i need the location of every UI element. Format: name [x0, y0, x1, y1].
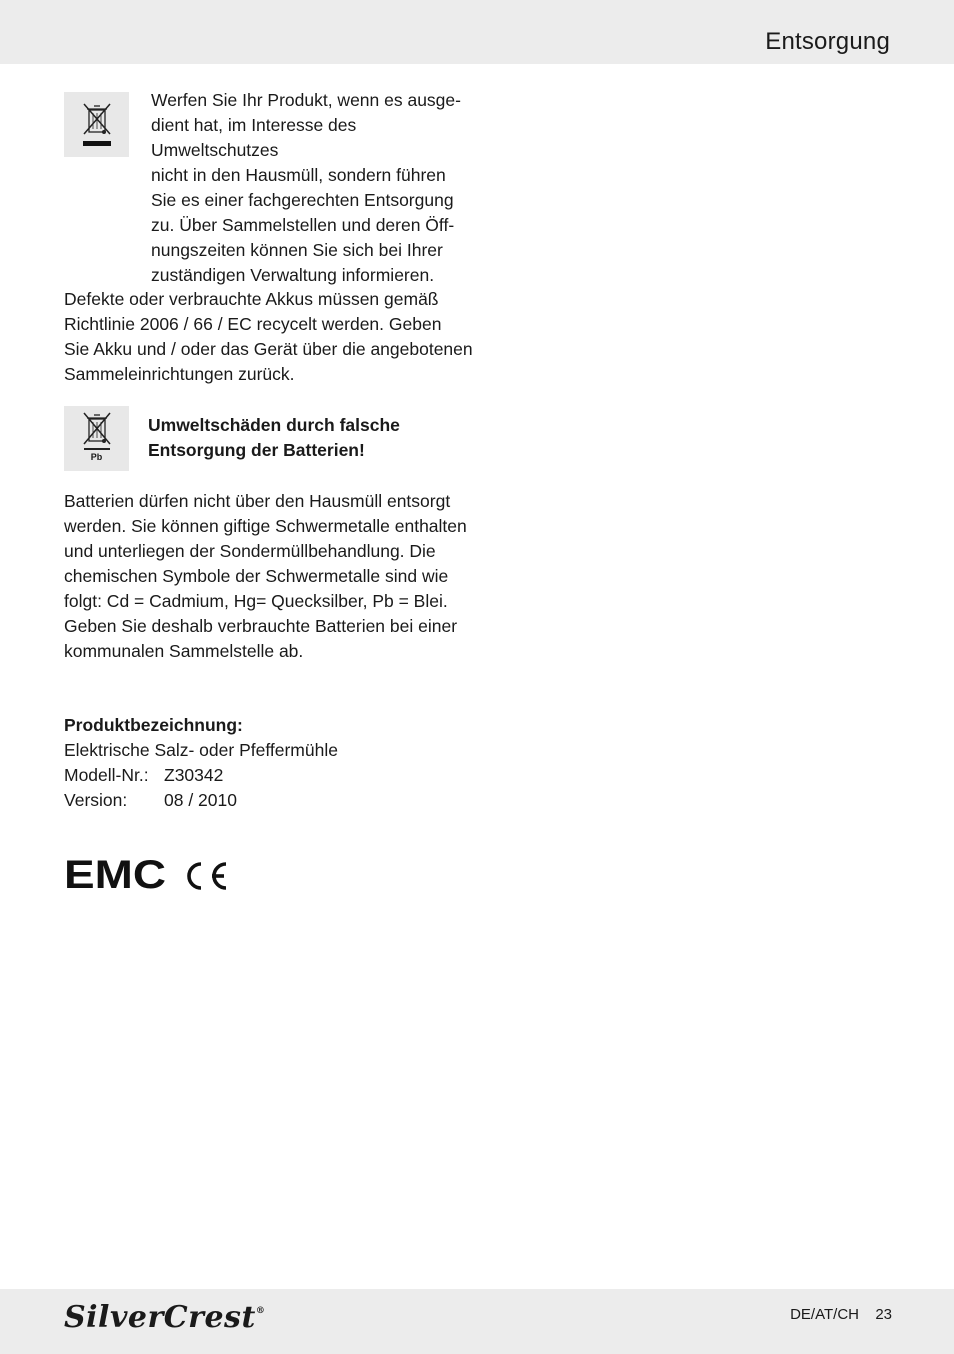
header-bar — [0, 0, 954, 64]
battery-disposal-icon — [64, 406, 129, 471]
page-number: 23 — [875, 1306, 892, 1323]
text-line: zuständigen Verwaltung informieren. — [151, 265, 435, 285]
page-title: Entsorgung — [765, 28, 890, 55]
model-label: Modell-Nr.: — [64, 765, 149, 785]
emc-mark: EMC — [64, 853, 166, 896]
text-line: Sie es einer fachgerechten Entsorgung — [151, 190, 454, 210]
text-line: chemischen Symbole der Schwermetalle sind wie — [64, 566, 449, 586]
brand-logo — [64, 1300, 265, 1335]
text-line: folgt: Cd = Cadmium, Hg= Quecksilber, Pb = Blei. — [64, 591, 448, 611]
warning-line: Umweltschäden durch falsche — [148, 415, 400, 435]
model-value: Z30342 — [164, 765, 224, 785]
text-line: Werfen Sie Ihr Produkt, wenn es ausge- — [151, 90, 461, 110]
text-line: Defekte oder verbrauchte Akkus müssen gemäß — [64, 289, 439, 309]
registered-mark: ® — [255, 1306, 266, 1316]
product-heading: Produktbezeichnung: — [64, 715, 243, 735]
battery-warning — [148, 413, 468, 463]
product-info — [64, 713, 474, 813]
locale-label: DE/AT/CH — [790, 1306, 859, 1323]
version-row — [64, 788, 474, 813]
text-line: nicht in den Hausmüll, sondern führen — [151, 165, 446, 185]
text-line: werden. Sie können giftige Schwermetalle enthalten — [64, 516, 467, 536]
brand-name: SilverCrest — [64, 1300, 256, 1335]
ce-mark — [189, 864, 226, 888]
product-name: Elektrische Salz- oder Pfeffermühle — [64, 740, 338, 760]
model-row — [64, 763, 474, 788]
text-line: und unterliegen der Sondermüllbehandlung. Die — [64, 541, 436, 561]
text-line: Batterien dürfen nicht über den Hausmüll entsorgt — [64, 491, 451, 511]
crossed-bin-icon — [64, 92, 129, 157]
battery-info-paragraph — [64, 489, 474, 664]
battery-recycling-paragraph — [64, 287, 474, 387]
text-line: Richtlinie 2006 / 66 / EC recycelt werden. Geben — [64, 314, 442, 334]
text-line: kommunalen Sammelstelle ab. — [64, 641, 304, 661]
text-line: Sie Akku und / oder das Gerät über die angebotenen — [64, 339, 473, 359]
text-line: Geben Sie deshalb verbrauchte Batterien bei einer — [64, 616, 458, 636]
version-label: Version: — [64, 790, 128, 810]
version-value: 08 / 2010 — [164, 790, 237, 810]
emc-ce-logo — [64, 852, 234, 896]
text-line: zu. Über Sammelstellen und deren Öff- — [151, 215, 455, 235]
warning-line: Entsorgung der Batterien! — [148, 440, 365, 460]
pb-label: Pb — [90, 452, 103, 462]
certification-marks — [64, 852, 234, 901]
disposal-paragraph — [151, 88, 471, 288]
text-line: dient hat, im Interesse des Umweltschutzes — [151, 115, 357, 160]
text-line: nungszeiten können Sie sich bei Ihrer — [151, 240, 443, 260]
text-line: Sammeleinrichtungen zurück. — [64, 364, 295, 384]
